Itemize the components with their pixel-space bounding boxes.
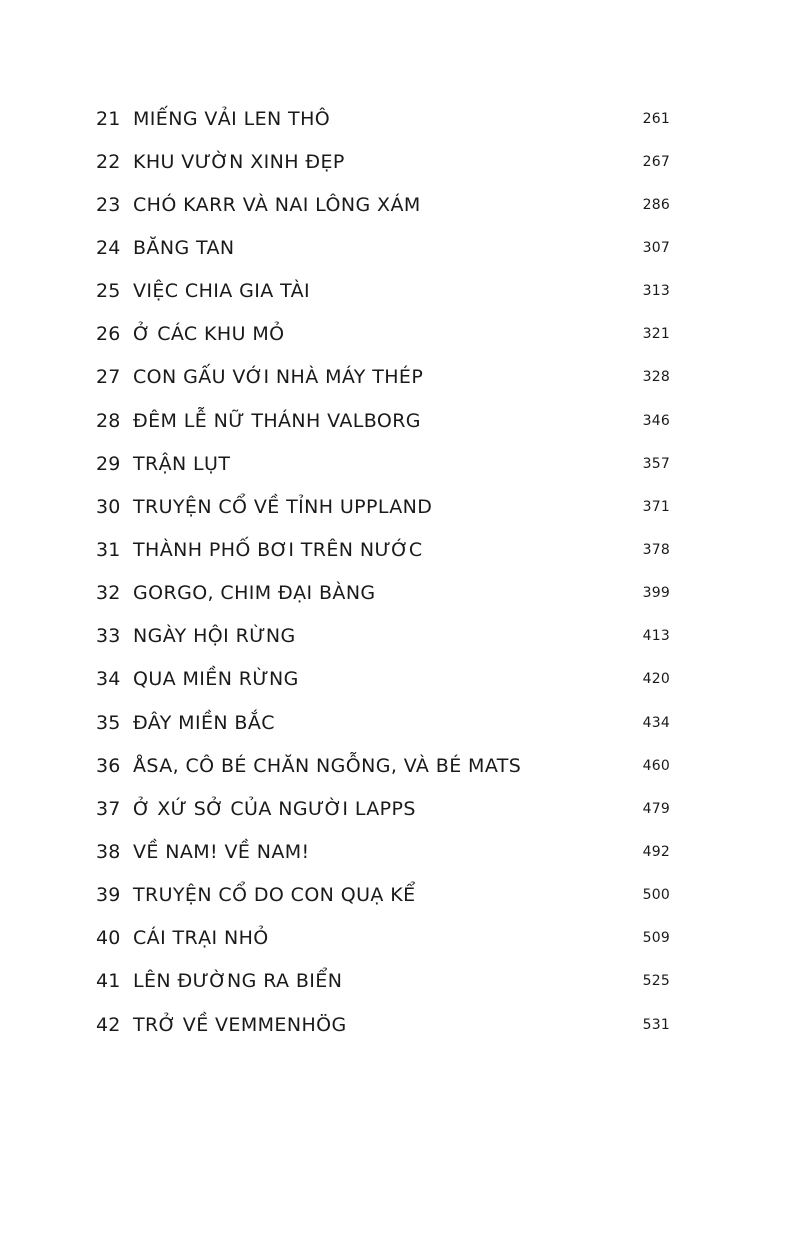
toc-entry: [96, 528, 670, 571]
chapter-number: 42: [96, 1013, 121, 1036]
page-number: 509: [642, 930, 670, 947]
page-number: 479: [642, 800, 670, 817]
chapter-title: VIỆC CHIA GIA TÀI: [133, 280, 311, 303]
chapter-number: 37: [96, 797, 121, 820]
toc-entry: [96, 485, 670, 528]
toc-entry: [96, 313, 670, 356]
chapter-number: 24: [96, 236, 121, 259]
chapter-title: ĐÂY MIỀN BẮC: [133, 711, 275, 734]
page-number: 346: [642, 412, 670, 429]
page-number: 525: [642, 973, 670, 990]
chapter-title: LÊN ĐƯỜNG RA BIỂN: [133, 970, 343, 993]
chapter-title: BĂNG TAN: [133, 236, 235, 259]
chapter-number: 21: [96, 107, 121, 130]
page-number: 267: [642, 153, 670, 170]
chapter-title: QUA MIỀN RỪNG: [133, 668, 299, 691]
chapter-title: CON GẤU VỚI NHÀ MÁY THÉP: [133, 366, 424, 389]
page-number: 420: [642, 671, 670, 688]
chapter-title: CÁI TRẠI NHỎ: [133, 927, 269, 950]
chapter-title: GORGO, CHIM ĐẠI BÀNG: [133, 582, 376, 605]
page-number: 531: [642, 1016, 670, 1033]
chapter-number: 36: [96, 754, 121, 777]
chapter-number: 34: [96, 668, 121, 691]
chapter-number: 39: [96, 884, 121, 907]
page-number: 460: [642, 757, 670, 774]
chapter-title: CHÓ KARR VÀ NAI LÔNG XÁM: [133, 193, 421, 216]
chapter-number: 26: [96, 323, 121, 346]
table-of-contents: [96, 97, 670, 1046]
chapter-number: 27: [96, 366, 121, 389]
toc-entry: [96, 356, 670, 399]
chapter-title: ĐÊM LỄ NỮ THÁNH VALBORG: [133, 409, 421, 432]
chapter-title: Ở CÁC KHU MỎ: [133, 323, 285, 346]
chapter-title: Ở XỨ SỞ CỦA NGƯỜI LAPPS: [133, 797, 416, 820]
chapter-number: 25: [96, 280, 121, 303]
toc-entry: [96, 97, 670, 140]
chapter-number: 40: [96, 927, 121, 950]
page-number: 378: [642, 541, 670, 558]
page-number: 357: [642, 455, 670, 472]
toc-entry: [96, 787, 670, 830]
chapter-number: 31: [96, 538, 121, 561]
toc-entry: [96, 960, 670, 1003]
toc-entry: [96, 658, 670, 701]
chapter-number: 30: [96, 495, 121, 518]
chapter-title: TRẬN LỤT: [133, 452, 231, 475]
page-number: 399: [642, 585, 670, 602]
chapter-number: 33: [96, 625, 121, 648]
chapter-number: 22: [96, 150, 121, 173]
page-number: 321: [642, 326, 670, 343]
chapter-title: TRUYỆN CỔ DO CON QUẠ KỂ: [133, 884, 416, 907]
chapter-title: TRUYỆN CỔ VỀ TỈNH UPPLAND: [133, 495, 433, 518]
toc-entry: [96, 701, 670, 744]
chapter-number: 28: [96, 409, 121, 432]
toc-entry: [96, 442, 670, 485]
toc-entry: [96, 615, 670, 658]
toc-entry: [96, 226, 670, 269]
page-number: 413: [642, 628, 670, 645]
page-number: 313: [642, 283, 670, 300]
page-number: 434: [642, 714, 670, 731]
page-number: 307: [642, 239, 670, 256]
chapter-title: ÅSA, CÔ BÉ CHĂN NGỖNG, VÀ BÉ MATS: [133, 754, 522, 777]
page-number: 492: [642, 843, 670, 860]
toc-entry: [96, 744, 670, 787]
toc-entry: [96, 183, 670, 226]
page-number: 328: [642, 369, 670, 386]
chapter-number: 23: [96, 193, 121, 216]
page-number: 261: [642, 110, 670, 127]
chapter-title: VỀ NAM! VỀ NAM!: [133, 840, 310, 863]
toc-entry: [96, 1003, 670, 1046]
page-number: 286: [642, 196, 670, 213]
page-number: 500: [642, 887, 670, 904]
chapter-title: MIẾNG VẢI LEN THÔ: [133, 107, 331, 130]
chapter-title: KHU VƯỜN XINH ĐẸP: [133, 150, 345, 173]
chapter-title: NGÀY HỘI RỪNG: [133, 625, 296, 648]
chapter-title: TRỞ VỀ VEMMENHÖG: [133, 1013, 347, 1036]
toc-entry: [96, 270, 670, 313]
chapter-title: THÀNH PHỐ BƠI TRÊN NƯỚC: [133, 538, 423, 561]
chapter-number: 38: [96, 840, 121, 863]
toc-entry: [96, 874, 670, 917]
toc-entry: [96, 399, 670, 442]
toc-entry: [96, 572, 670, 615]
toc-entry: [96, 830, 670, 873]
chapter-number: 41: [96, 970, 121, 993]
chapter-number: 35: [96, 711, 121, 734]
chapter-number: 32: [96, 582, 121, 605]
chapter-number: 29: [96, 452, 121, 475]
toc-entry: [96, 140, 670, 183]
toc-entry: [96, 917, 670, 960]
page-number: 371: [642, 498, 670, 515]
